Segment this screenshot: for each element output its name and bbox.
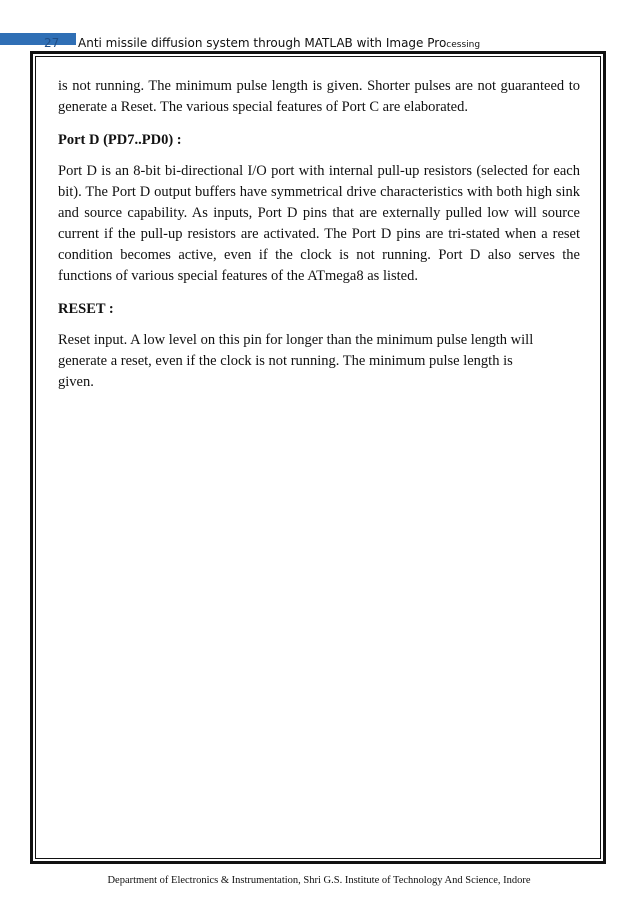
running-header-title-tail: cessing [446, 40, 481, 50]
running-header-title-main: Anti missile diffusion system through MATLAB with Image Pro [78, 36, 447, 50]
page-body [58, 76, 580, 393]
page-number: 27 [44, 36, 60, 50]
heading-port-d: Port D (PD7..PD0) : [58, 132, 182, 148]
paragraph-port-c-continued: is not running. The minimum pulse length is given. Shorter pulses are not guaranteed to generate a Reset. The various special features of Port C are elaborated. [58, 78, 580, 115]
page-footer: Department of Electronics & Instrumentation, Shri G.S. Institute of Technology And Science, Indore [107, 875, 531, 886]
paragraph-port-d: Port D is an 8-bit bi-directional I/O port with internal pull-up resistors (selected for each bit). The Port D output buffers have symmetrical drive characteristics with both high sink and source capability. As inputs, Port D pins that are externally pulled low will source current if the pull-up resistors are activated. The Port D pins are tri-stated when a reset condition becomes active, even if the clock is not running. Port D also serves the functions of various special features of the ATmega8 as listed. [58, 163, 580, 284]
heading-reset: RESET : [58, 301, 114, 317]
paragraph-reset: Reset input. A low level on this pin for longer than the minimum pulse length will generate a reset, even if the clock is not running. The minimum pulse length is given. [58, 332, 534, 390]
header-accent-bar [0, 33, 76, 45]
